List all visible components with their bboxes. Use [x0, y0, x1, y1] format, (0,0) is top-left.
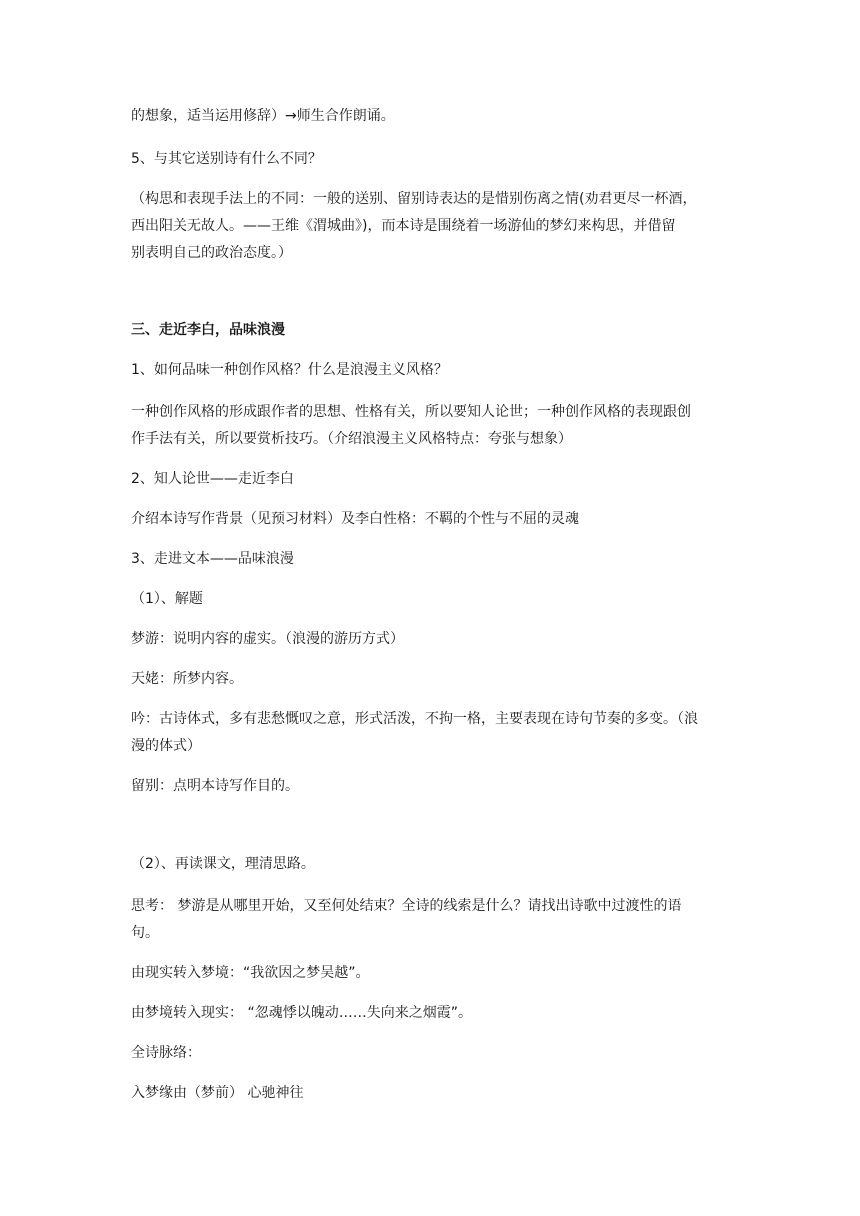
liubie-definition: 留别：点明本诗写作目的。 — [131, 778, 299, 794]
item-1-text-line-2: 作手法有关，所以要赏析技巧。（介绍浪漫主义风格特点：夸张与想象） — [131, 431, 572, 447]
think-question-line-2: 句。 — [131, 925, 159, 941]
item-1-heading: 1、如何品味一种创作风格？什么是浪漫主义风格？ — [131, 362, 448, 378]
subsection-2-heading: （2）、再读课文，理清思路。 — [131, 856, 315, 872]
answer-5-line-1: （构思和表现手法上的不同：一般的送别、留别诗表达的是惜别伤离之情(劝君更尽一杯酒， — [131, 191, 697, 207]
menyou-definition: 梦游：说明内容的虚实。（浪漫的游历方式） — [131, 631, 404, 647]
dream-cause-line: 入梦缘由（梦前） 心驰神往 — [131, 1085, 304, 1101]
question-5: 5、与其它送别诗有什么不同？ — [131, 151, 322, 167]
item-2-heading: 2、知人论世——走近李白 — [131, 471, 294, 487]
dream-to-reality: 由梦境转入现实： “忽魂悸以魄动……失向来之烟霞”。 — [131, 1005, 472, 1021]
poem-structure-label: 全诗脉络： — [131, 1045, 201, 1061]
yin-definition-line-1: 吟：古诗体式，多有悲愁慨叹之意，形式活泼，不拘一格，主要表现在诗句节奏的多变。（浪 — [131, 711, 698, 727]
item-2-text: 介绍本诗写作背景（见预习材料）及李白性格：不羁的个性与不屈的灵魂 — [131, 511, 579, 527]
item-3-heading: 3、走进文本——品味浪漫 — [131, 551, 294, 567]
reality-to-dream: 由现实转入梦境：“我欲因之梦吴越”。 — [131, 965, 370, 981]
paragraph-continuation: 的想象，适当运用修辞）→师生合作朗诵。 — [131, 108, 395, 124]
answer-5-line-2: 西出阳关无故人。——王维《渭城曲》)，而本诗是围绕着一场游仙的梦幻来构思，并借留 — [131, 218, 676, 234]
subsection-1-heading: （1）、解题 — [131, 591, 203, 607]
answer-5-line-3: 别表明自己的政治态度。） — [131, 245, 292, 261]
item-1-text-line-1: 一种创作风格的形成跟作者的思想、性格有关，所以要知人论世；一种创作风格的表现跟创 — [131, 404, 691, 420]
section-3-heading: 三、走近李白，品味浪漫 — [131, 322, 285, 338]
yin-definition-line-2: 漫的体式） — [131, 738, 201, 754]
tianmu-definition: 天姥：所梦内容。 — [131, 671, 243, 687]
think-question-line-1: 思考： 梦游是从哪里开始，又至何处结束？全诗的线索是什么？请找出诗歌中过渡性的语 — [131, 898, 682, 914]
